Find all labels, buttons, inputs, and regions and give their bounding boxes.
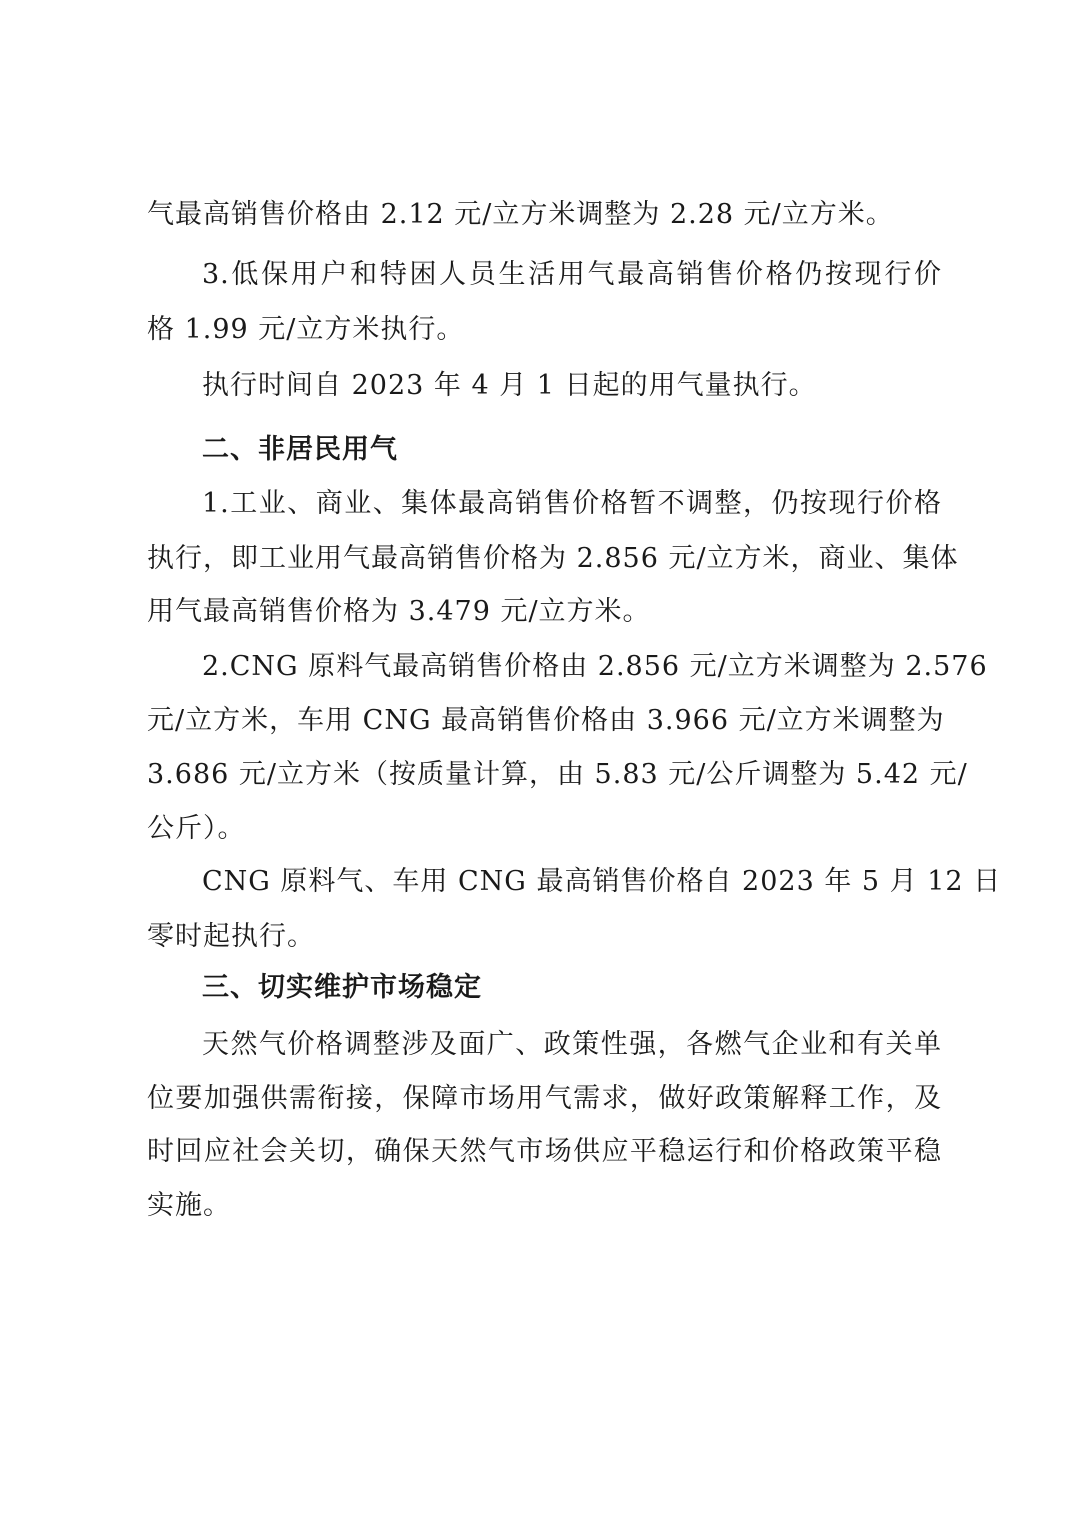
section-heading: 三、切实维护市场稳定 <box>202 972 482 1003</box>
paragraph-line: 元/立方米，车用 CNG 最高销售价格由 3.966 元/立方米调整为 <box>147 705 945 736</box>
paragraph-line: 公斤）。 <box>147 813 246 844</box>
paragraph-line: 零时起执行。 <box>147 921 315 952</box>
paragraph-line: 用气最高销售价格为 3.479 元/立方米。 <box>147 596 651 627</box>
section-heading: 二、非居民用气 <box>202 434 398 465</box>
paragraph-line: 天然气价格调整涉及面广、政策性强，各燃气企业和有关单 <box>202 1029 942 1060</box>
paragraph-line: 1.工业、商业、集体最高销售价格暂不调整，仍按现行价格 <box>202 488 942 519</box>
paragraph-line: 时回应社会关切，确保天然气市场供应平稳运行和价格政策平稳 <box>147 1136 942 1167</box>
paragraph-line: 执行，即工业用气最高销售价格为 2.856 元/立方米，商业、集体 <box>147 543 959 574</box>
paragraph-line: 3.686 元/立方米（按质量计算，由 5.83 元/公斤调整为 5.42 元/ <box>147 759 968 790</box>
paragraph-line: 3.低保用户和特困人员生活用气最高销售价格仍按现行价 <box>202 259 942 290</box>
paragraph-line: 格 1.99 元/立方米执行。 <box>147 314 465 345</box>
paragraph-line: CNG 原料气、车用 CNG 最高销售价格自 2023 年 5 月 12 日 <box>202 866 1002 897</box>
paragraph-line: 实施。 <box>147 1190 231 1221</box>
paragraph-line: 2.CNG 原料气最高销售价格由 2.856 元/立方米调整为 2.576 <box>202 651 988 682</box>
paragraph-line: 位要加强供需衔接，保障市场用气需求，做好政策解释工作，及 <box>147 1083 942 1114</box>
paragraph-line: 执行时间自 2023 年 4 月 1 日起的用气量执行。 <box>202 370 817 401</box>
paragraph-line: 气最高销售价格由 2.12 元/立方米调整为 2.28 元/立方米。 <box>147 199 894 230</box>
